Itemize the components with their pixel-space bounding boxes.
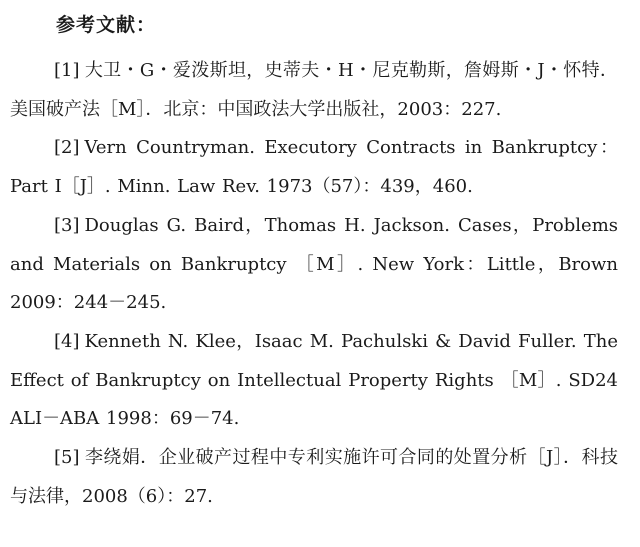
reference-item-1	[10, 52, 618, 129]
reference-item-5	[10, 439, 618, 516]
reference-item-2	[10, 129, 618, 206]
reference-number: [4]	[54, 330, 80, 352]
reference-item-3	[10, 207, 618, 323]
reference-text: Douglas G. Baird，Thomas H. Jackson. Cases，Problems and Materials on Bankruptcy ［M］. New York：Little，Brown 2009：244－245.	[10, 214, 618, 314]
reference-number: [1]	[54, 60, 80, 81]
reference-number: [3]	[54, 214, 80, 236]
references-heading: 参考文献：	[56, 14, 157, 36]
reference-text: Vern Countryman. Executory Contracts in Bankruptcy：Part I［J］. Minn. Law Rev. 1973（57）：439，460.	[10, 137, 618, 198]
reference-text: Kenneth N. Klee，Isaac M. Pachulski & David Fuller. The Effect of Bankruptcy on Intellectual Property Rights ［M］. SD24 ALI－ABA 1998：69－74.	[10, 330, 618, 430]
reference-number: [2]	[54, 137, 80, 159]
reference-text: 大卫・G・爱泼斯坦，史蒂夫・H・尼克勒斯，詹姆斯・J・怀特．美国破产法［M］．北京：中国政法大学出版社，2003：227.	[10, 60, 618, 120]
reference-list	[10, 52, 618, 516]
reference-item-4	[10, 323, 618, 439]
reference-text: 李绕娟．企业破产过程中专利实施许可合同的处置分析［J］．科技与法律，2008（6）：27.	[10, 447, 618, 507]
reference-number: [5]	[54, 447, 80, 469]
